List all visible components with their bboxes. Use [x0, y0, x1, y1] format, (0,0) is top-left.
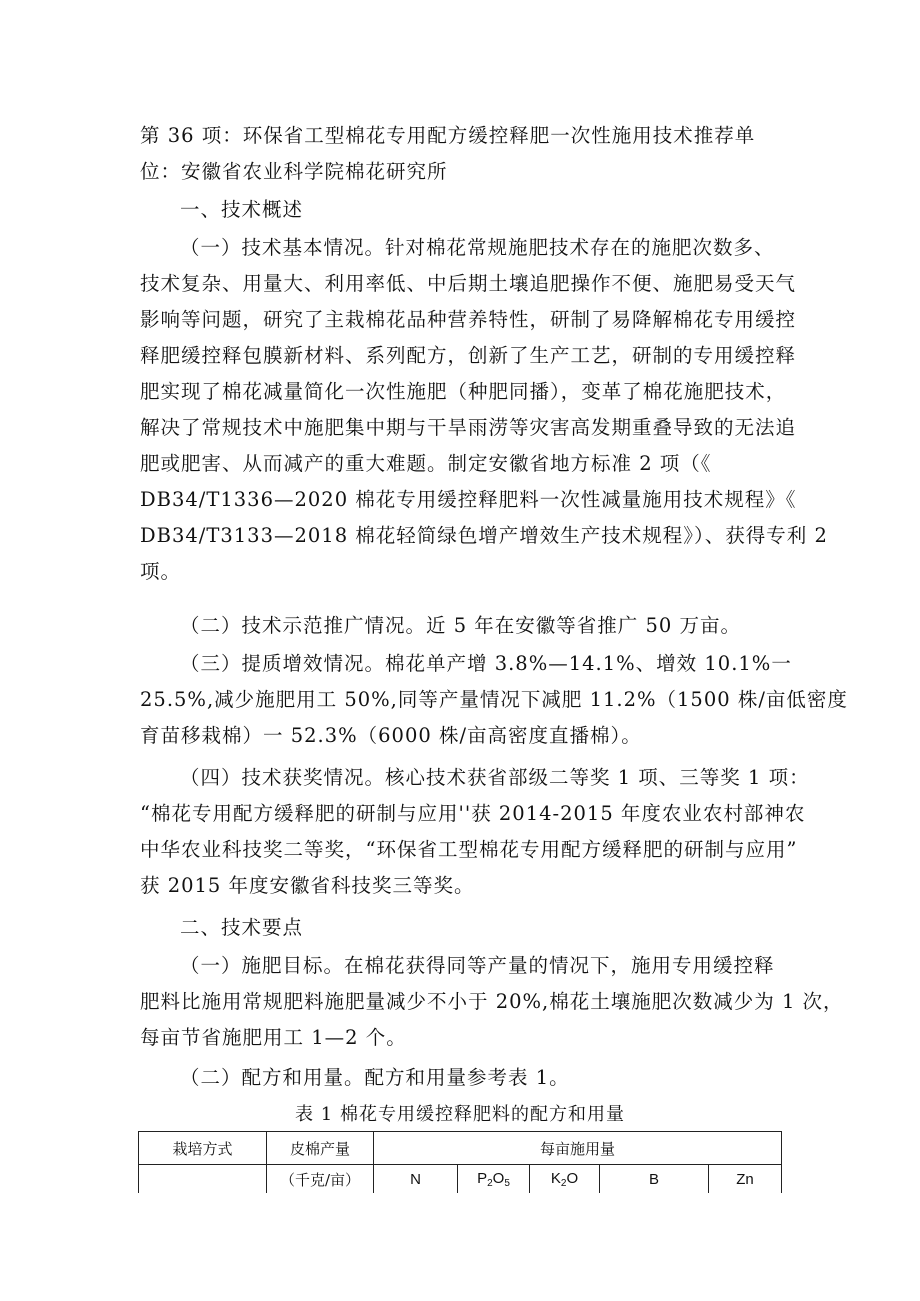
header-cell-blank	[139, 1165, 267, 1194]
section-2-title: 二、技术要点	[180, 916, 304, 939]
paragraph-line: （四）技术获奖情况。核心技术获省部级二等奖 1 项、三等奖 1 项：	[180, 766, 810, 789]
header-cell-k2o	[530, 1165, 600, 1194]
o-symbol: O	[566, 1169, 579, 1187]
k-subscript: 2	[560, 1177, 567, 1189]
o-subscript: 5	[504, 1177, 510, 1189]
paragraph-line: 项。	[140, 560, 182, 583]
paragraph-line: 育苗移栽棉）一 52.3%（6000 株/亩高密度直播棉）。	[140, 724, 642, 747]
paragraph-line: 25.5%,减少施肥用工 50%,同等产量情况下减肥 11.2%（1500 株/亩低密度	[140, 688, 848, 711]
paragraph-line: 解决了常规技术中施肥集中期与干旱雨涝等灾害高发期重叠导致的无法追	[140, 416, 797, 439]
paragraph-line: （一）施肥目标。在棉花获得同等产量的情况下，施用专用缓控释	[180, 954, 775, 977]
header-cell-zn: Zn	[709, 1165, 782, 1194]
paragraph-line: （三）提质增效情况。棉花单产增 3.8%—14.1%、增效 10.1%一	[180, 652, 792, 675]
header-cell-b: B	[600, 1165, 709, 1194]
table-header-row	[139, 1132, 782, 1165]
header-cell-n: N	[374, 1165, 458, 1194]
paragraph-line: 影响等问题，研究了主栽棉花品种营养特性，研制了易降解棉花专用缓控	[140, 308, 797, 331]
paragraph-line: 肥实现了棉花减量简化一次性施肥（种肥同播），变革了棉花施肥技术，	[140, 380, 787, 403]
section-1-title: 一、技术概述	[180, 198, 304, 221]
paragraph-line: 肥料比施用常规肥料施肥量减少不小于 20%,棉花土壤施肥次数减少为 1 次，	[140, 990, 844, 1013]
table-subheader-row	[139, 1165, 782, 1194]
paragraph-line: 获 2015 年度安徽省科技奖三等奖。	[140, 874, 475, 897]
fertilizer-table	[138, 1131, 782, 1193]
paragraph-line: 每亩节省施肥用工 1—2 个。	[140, 1026, 407, 1049]
paragraph-line: （二）配方和用量。配方和用量参考表 1。	[180, 1066, 570, 1089]
paragraph-line: （二）技术示范推广情况。近 5 年在安徽等省推广 50 万亩。	[180, 614, 742, 637]
paragraph-line: DB34/T1336—2020 棉花专用缓控释肥料一次性减量施用技术规程》《	[140, 488, 797, 511]
p-symbol: P	[477, 1169, 488, 1187]
header-cell-method: 栽培方式	[139, 1132, 267, 1165]
table-caption: 表 1 棉花专用缓控释肥料的配方和用量	[295, 1104, 625, 1125]
header-cell-dose: 每亩施用量	[374, 1132, 782, 1165]
o-symbol: O	[492, 1169, 505, 1187]
paragraph-line: DB34/T3133—2018 棉花轻简绿色增产增效生产技术规程》）、获得专利 2	[140, 524, 828, 547]
paragraph-line: “棉花专用配方缓释肥的研制与应用''获 2014-2015 年度农业农村部神农	[140, 802, 806, 825]
heading-line-2: 位：安徽省农业科学院棉花研究所	[140, 160, 448, 183]
paragraph-line: （一）技术基本情况。针对棉花常规施肥技术存在的施肥次数多、	[180, 236, 775, 259]
p-subscript: 2	[487, 1177, 493, 1189]
paragraph-line: 技术复杂、用量大、利用率低、中后期土壤追肥操作不便、施肥易受天气	[140, 272, 797, 295]
paragraph-line: 释肥缓控释包膜新材料、系列配方，创新了生产工艺，研制的专用缓控释	[140, 344, 797, 367]
header-cell-p2o5	[458, 1165, 530, 1194]
header-cell-yield: 皮棉产量	[267, 1132, 374, 1165]
paragraph-line: 肥或肥害、从而减产的重大难题。制定安徽省地方标准 2 项（《	[140, 452, 712, 475]
header-cell-yield-unit: （千克/亩）	[267, 1165, 374, 1194]
paragraph-line: 中华农业科技奖二等奖，“环保省工型棉花专用配方缓释肥的研制与应用”	[140, 838, 798, 861]
heading-line-1: 第 36 项：环保省工型棉花专用配方缓控释肥一次性施用技术推荐单	[140, 124, 756, 147]
k-symbol: K	[550, 1169, 561, 1187]
